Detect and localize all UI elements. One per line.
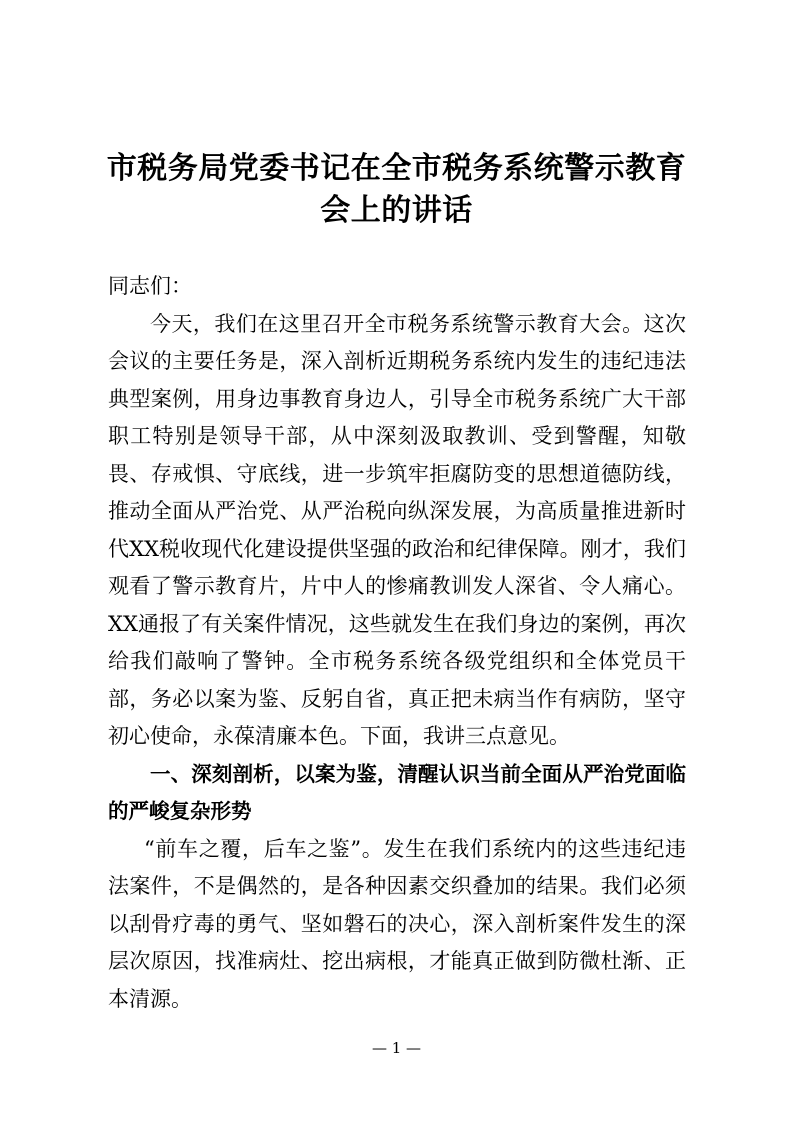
paragraph-section-1: “前车之覆，后车之鉴”。发生在我们系统内的这些违纪违法案件，不是偶然的，是各种因素交织叠加的结果。我们必须以刮骨疗毒的勇气、坚如磐石的决心，深入剖析案件发生的深层次原因，找准病灶、挖出病根，才能真正做到防微杜渐、正本清源。: [108, 836, 686, 1011]
salutation: 同志们：: [108, 274, 192, 298]
paragraph-opening: 今天，我们在这里召开全市税务系统警示教育大会。这次会议的主要任务是，深入剖析近期税务系统内发生的违纪违法典型案例，用身边事教育身边人，引导全市税务系统广大干部职工特别是领导干部，从中深刻汲取教训、受到警醒，知敬畏、存戒惧、守底线，进一步筑牢拒腐防变的思想道德防线，推动全面从严治党、从严治税向纵深发展，为高质量推进新时代XX税收现代化建设提供坚强的政治和纪律保障。刚才，我们观看了警示教育片，片中人的惨痛教训发人深省、令人痛心。XX通报了有关案件情况，这些就发生在我们身边的案例，再次给我们敲响了警钟。全市税务系统各级党组织和全体党员干部，务必以案为鉴、反躬自省，真正把未病当作有病防，坚守初心使命，永葆清廉本色。下面，我讲三点意见。: [108, 311, 686, 748]
page-number: — 1 —: [371, 1039, 422, 1057]
document-title: 市税务局党委书记在全市税务系统警示教育会上的讲话: [106, 151, 687, 228]
section-heading-1: 一、深刻剖析，以案为鉴，清醒认识当前全面从严治党面临的严峻复杂形势: [108, 761, 686, 823]
document-body: [108, 268, 686, 1018]
